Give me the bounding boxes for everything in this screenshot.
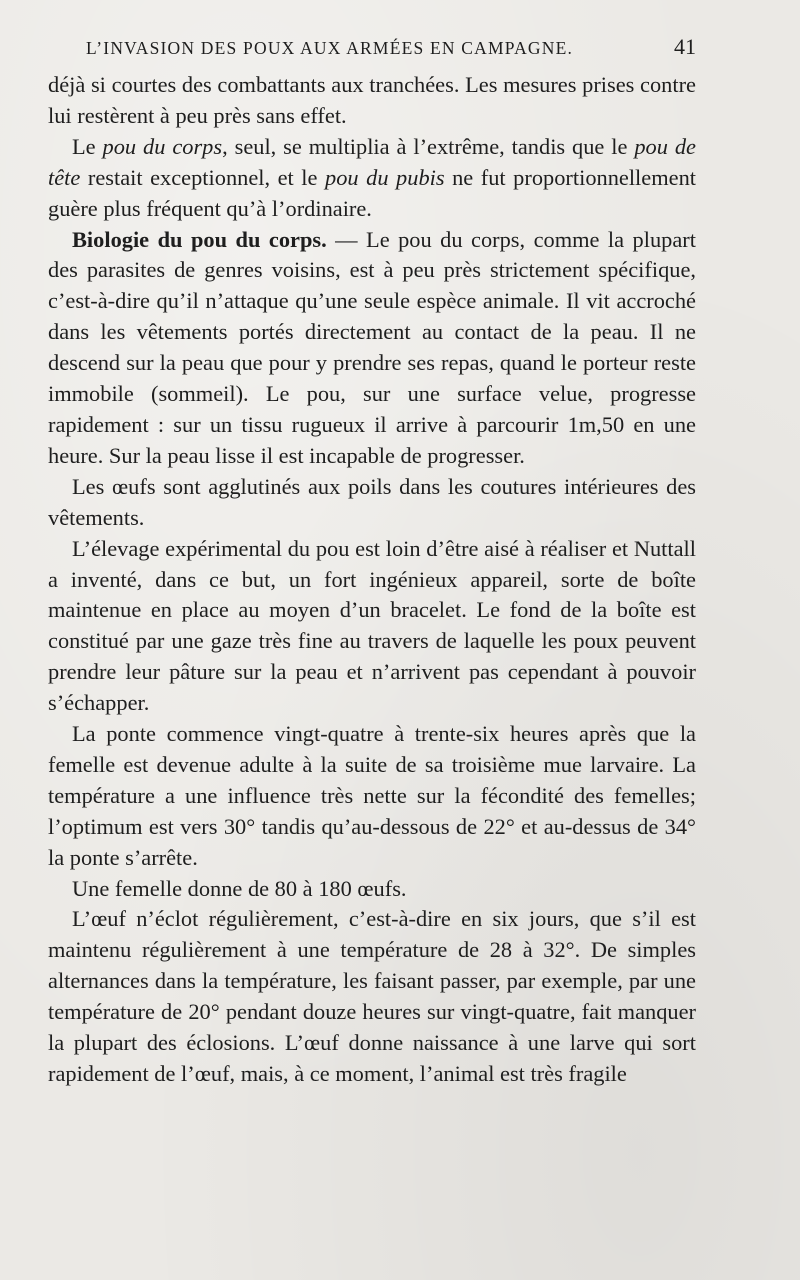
- paragraph-1: déjà si courtes des combattants aux tranchées. Les mesures prises contre lui restèrent à peu près sans effet.: [48, 72, 696, 128]
- paragraph-2-part-e: restait exceptionnel, et le: [80, 164, 326, 190]
- paragraph-2: [48, 132, 696, 225]
- paragraph-6: La ponte commence vingt-quatre à trente-six heures après que la femelle est devenue adulte à la suite de sa troisième mue larvaire. La température a une influence très nette sur la fécondité des femelles; l’optimum est vers 30° tandis qu’au-dessous de 22° et au-dessus de 34° la ponte s’arrête.: [48, 721, 696, 870]
- paragraph-2-part-a: Le: [72, 133, 103, 159]
- body-text: [48, 70, 696, 1090]
- paragraph-5: L’élevage expérimental du pou est loin d’être aisé à réaliser et Nuttall a inventé, dans ce but, un fort ingénieux appareil, sorte de boîte maintenue en place au moyen d’un bracelet. Le fond de la boîte est constitué par une gaze très fine au travers de laquelle les poux peuvent prendre leur pâture sur la peau et n’arrivent pas cependant à pouvoir s’échapper.: [48, 535, 696, 716]
- running-title: L’INVASION DES POUX AUX ARMÉES EN CAMPAGNE.: [86, 38, 574, 58]
- paragraph-3-text: — Le pou du corps, comme la plupart des parasites de genres voisins, est à peu près strictement spécifique, c’est-à-dire qu’il n’attaque qu’une seule espèce animale. Il vit accroché dans les vêtements portés directement au contact de la peau. Il ne descend sur la peau que pour y prendre ses repas, quand le porteur reste immobile (sommeil). Le pou, sur une surface velue, progresse rapidement : sur un tissu rugueux il arrive à parcourir 1m,50 en une heure. Sur la peau lisse il est incapable de progresser.: [48, 226, 696, 468]
- paragraph-8: L’œuf n’éclot régulièrement, c’est-à-dire en six jours, que s’il est maintenu régulièrement à une température de 28 à 32°. De simples alternances dans la température, les faisant passer, par exemple, par une température de 20° pendant douze heures sur vingt-quatre, fait manquer la plupart des éclosions. L’œuf donne naissance à une larve qui sort rapidement de l’œuf, mais, à ce moment, l’animal est très fragile: [48, 906, 696, 1086]
- running-head: [86, 34, 696, 60]
- paragraph-2-part-c: , seul, se multiplia à l’extrême, tandis que le: [222, 133, 635, 159]
- term-pou-du-pubis: pou du pubis: [325, 164, 445, 190]
- term-pou-de-tete: pou de tête: [48, 133, 696, 190]
- paragraph-3: [48, 225, 696, 472]
- term-pou-du-corps: pou du corps: [102, 133, 223, 159]
- page-number: 41: [674, 34, 696, 59]
- paragraph-7: Une femelle donne de 80 à 180 œufs.: [72, 875, 407, 901]
- paragraph-2-part-g: ne fut proportionnellement guère plus fréquent qu’à l’ordinaire.: [48, 164, 696, 221]
- paragraph-4: Les œufs sont agglutinés aux poils dans les coutures intérieures des vêtements.: [48, 473, 696, 530]
- section-heading: Biologie du pou du corps.: [72, 226, 327, 252]
